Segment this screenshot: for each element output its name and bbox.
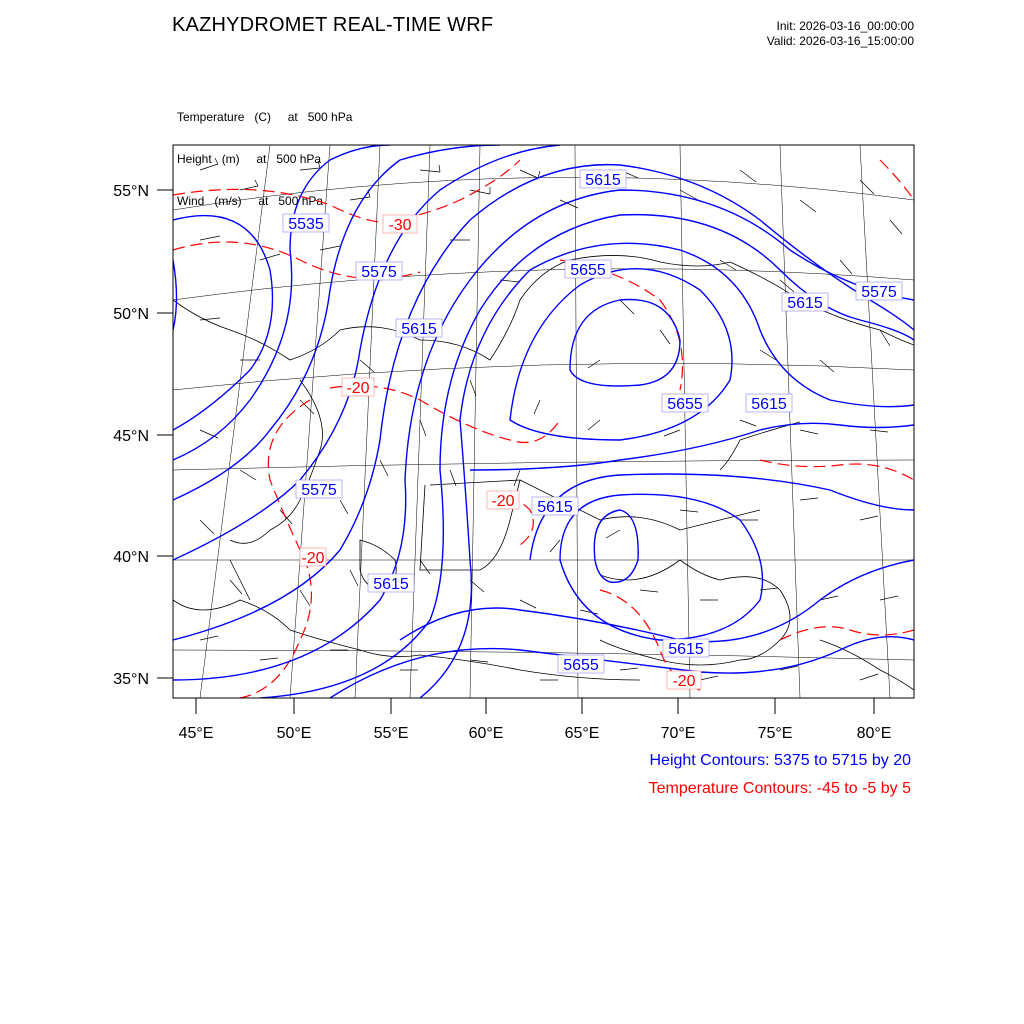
init-time: Init: 2026-03-16_00:00:00 [776, 19, 914, 33]
field-height: Height (m) at 500 hPa [177, 152, 322, 166]
map-title: KAZHYDROMET REAL-TIME WRF [172, 14, 494, 36]
height-label: 5535 [288, 216, 324, 233]
height-contours-legend: Height Contours: 5375 to 5715 by 20 [649, 752, 911, 769]
height-label: 5655 [563, 657, 599, 674]
lat-label: 35°N [113, 671, 149, 688]
height-label: 5615 [668, 641, 704, 658]
lon-label: 50°E [276, 725, 312, 742]
height-label: 5655 [570, 262, 606, 279]
temp-label: -20 [346, 380, 370, 397]
lon-label: 70°E [660, 725, 696, 742]
lon-label: 65°E [564, 725, 600, 742]
temperature-contours [173, 160, 914, 698]
lon-label: 80°E [856, 725, 892, 742]
height-label: 5615 [787, 295, 823, 312]
lat-label: 40°N [113, 549, 149, 566]
height-label: 5615 [751, 396, 787, 413]
height-label: 5615 [401, 321, 437, 338]
temp-label: -20 [672, 673, 696, 690]
temperature-contour-labels [300, 215, 701, 690]
valid-time: Valid: 2026-03-16_15:00:00 [766, 34, 914, 48]
height-label: 5575 [361, 264, 397, 281]
temp-label: -20 [491, 493, 515, 510]
field-wind: Wind (m/s) at 500 hPa [177, 194, 324, 208]
lon-label: 55°E [373, 725, 409, 742]
height-label: 5615 [585, 172, 621, 189]
height-contour-labels [283, 170, 902, 674]
lon-label: 60°E [468, 725, 504, 742]
height-label: 5615 [537, 499, 573, 516]
temp-label: -20 [301, 550, 325, 567]
height-label: 5575 [301, 482, 337, 499]
lon-label: 45°E [178, 725, 214, 742]
height-label: 5615 [373, 576, 409, 593]
lat-label: 55°N [113, 183, 149, 200]
lon-label: 75°E [757, 725, 793, 742]
longitude-axis [196, 698, 874, 714]
field-temperature: Temperature (C) at 500 hPa [177, 110, 353, 124]
temperature-contours-legend: Temperature Contours: -45 to -5 by 5 [648, 780, 911, 797]
temp-label: -30 [388, 217, 412, 234]
lat-label: 45°N [113, 428, 149, 445]
height-label: 5575 [861, 284, 897, 301]
country-borders [173, 255, 914, 690]
lat-label: 50°N [113, 306, 149, 323]
latitude-axis [157, 190, 173, 678]
height-label: 5655 [667, 396, 703, 413]
